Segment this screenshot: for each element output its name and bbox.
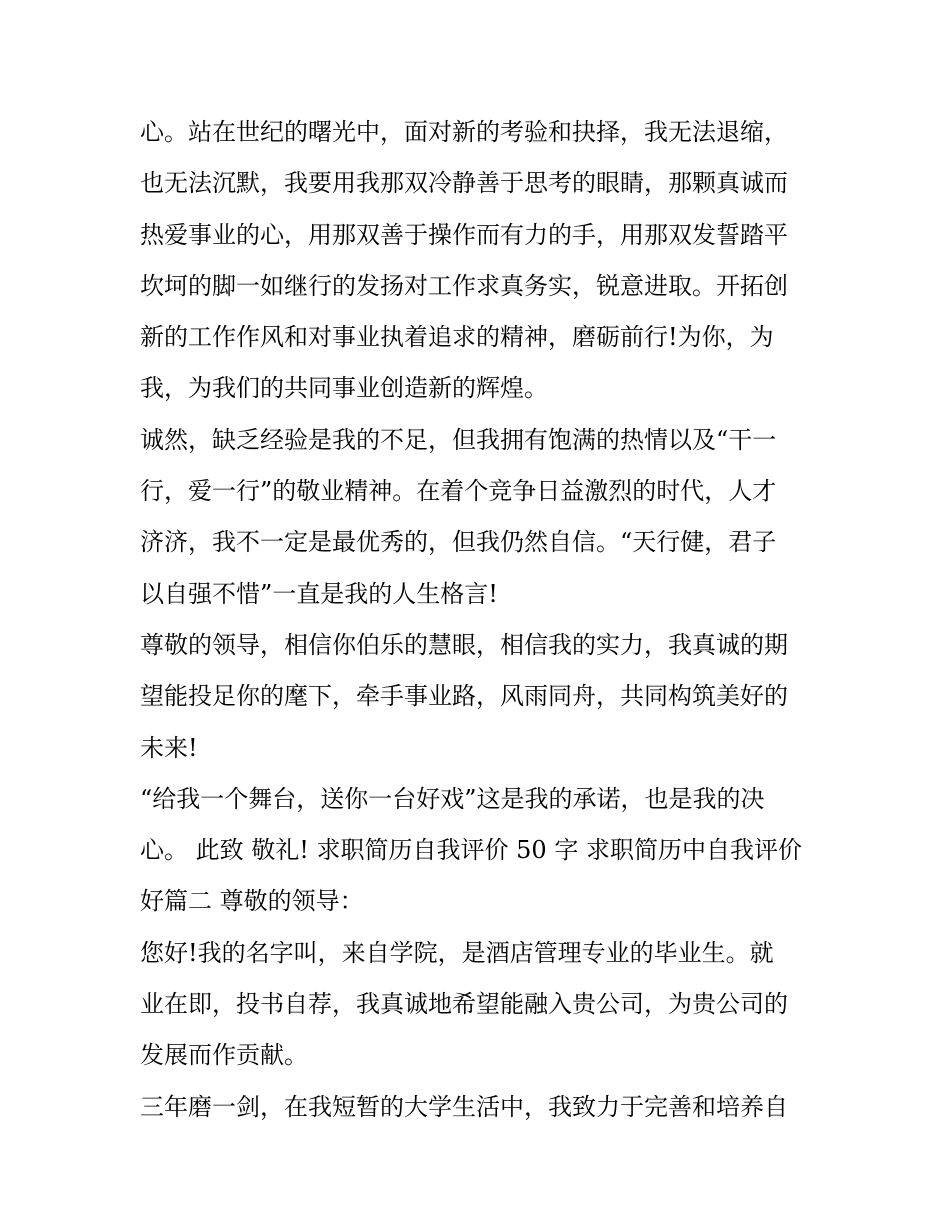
text-line: 行，爱一行”的敬业精神。在着个竞争日益激烈的时代，人才 bbox=[140, 477, 777, 506]
text-line: 坎坷的脚一如继行的发扬对工作求真务实，锐意进取。开拓创 bbox=[140, 271, 788, 300]
text-line: 好篇二 尊敬的领导： bbox=[140, 887, 364, 916]
text-line: 济济，我不一定是最优秀的，但我仍然自信。“天行健，君子 bbox=[140, 528, 777, 557]
text-line: 未来! bbox=[140, 733, 198, 762]
text-line: 诚然，缺乏经验是我的不足，但我拥有饱满的热情以及“干一 bbox=[140, 425, 777, 454]
text-line: 业在即，投书自荐，我真诚地希望能融入贵公司，为贵公司的 bbox=[140, 990, 788, 1019]
text-line: 新的工作作风和对事业执着追求的精神，磨砺前行!为你，为 bbox=[140, 323, 774, 352]
text-line: 我，为我们的共同事业创造新的辉煌。 bbox=[140, 374, 548, 403]
text-line: 尊敬的领导，相信你伯乐的慧眼，相信我的实力，我真诚的期 bbox=[140, 630, 788, 659]
document-body bbox=[140, 107, 820, 1133]
text-line: 以自强不惜”一直是我的人生格言! bbox=[140, 579, 498, 608]
text-line: 三年磨一剑，在我短暂的大学生活中，我致力于完善和培养自 bbox=[140, 1092, 788, 1121]
text-line: 热爱事业的心，用那双善于操作而有力的手，用那双发誓踏平 bbox=[140, 220, 788, 249]
text-line: “给我一个舞台，送你一台好戏”这是我的承诺，也是我的决 bbox=[140, 784, 765, 813]
text-line: 心。站在世纪的曙光中，面对新的考验和抉择，我无法退缩， bbox=[140, 118, 788, 146]
text-line: 也无法沉默，我要用我那双冷静善于思考的眼睛，那颗真诚而 bbox=[140, 169, 788, 198]
text-line: 您好!我的名字叫，来自学院，是酒店管理专业的毕业生。就 bbox=[140, 938, 774, 967]
text-line: 望能投足你的麾下，牵手事业路，风雨同舟，共同构筑美好的 bbox=[140, 682, 788, 711]
text-line: 心。 此致 敬礼! 求职简历自我评价 50 字 求职简历中自我评价 bbox=[140, 836, 802, 865]
text-line: 发展而作贡献。 bbox=[140, 1041, 308, 1070]
